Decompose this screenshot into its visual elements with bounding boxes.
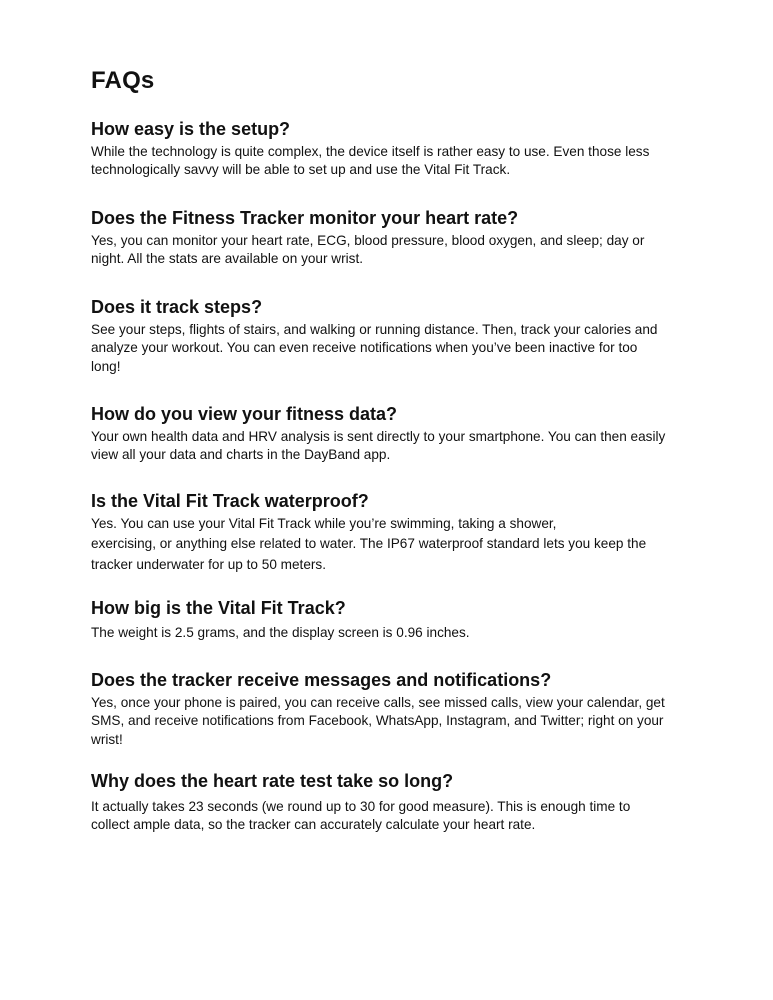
faq-answer (91, 232, 691, 269)
answer-line: wrist! (91, 731, 123, 747)
faq-item-fitness-data (91, 403, 691, 465)
page-title: FAQs (91, 67, 155, 94)
faq-question: Does the Fitness Tracker monitor your heart rate? (91, 208, 519, 228)
answer-line: exercising, or anything else related to water. The IP67 waterproof standard lets you keep the (91, 536, 647, 552)
faq-question: How easy is the setup? (91, 119, 291, 139)
answer-line: SMS, and receive notifications from Facebook, WhatsApp, Instagram, and Twitter; right on your (91, 713, 664, 729)
answer-line: Yes. You can use your Vital Fit Track while you’re swimming, taking a shower, (91, 516, 557, 531)
faq-item-steps (91, 296, 691, 376)
answer-line: view all your data and charts in the DayBand app. (91, 447, 391, 463)
answer-line: night. All the stats are available on your wrist. (91, 251, 364, 267)
faq-question: How do you view your fitness data? (91, 404, 398, 424)
answer-line: It actually takes 23 seconds (we round up to 30 for good measure). This is enough time to (91, 799, 631, 814)
answer-line: See your steps, flights of stairs, and walking or running distance. Then, track your calories and (91, 322, 658, 337)
faq-item-waterproof (91, 490, 691, 574)
answer-line: Yes, once your phone is paired, you can receive calls, see missed calls, view your calendar, get (91, 695, 665, 710)
answer-line: collect ample data, so the tracker can accurately calculate your heart rate. (91, 817, 536, 833)
faq-answer (91, 428, 691, 465)
faq-item-setup (91, 118, 691, 180)
faq-item-heart-rate-test (91, 770, 691, 835)
faq-item-heart-rate (91, 207, 691, 269)
faq-answer (91, 321, 691, 376)
faq-question: How big is the Vital Fit Track? (91, 598, 346, 618)
answer-line: The weight is 2.5 grams, and the display screen is 0.96 inches. (91, 625, 470, 640)
faq-question: Why does the heart rate test take so long? (91, 771, 454, 791)
faq-answer (91, 624, 691, 642)
answer-line: tracker underwater for up to 50 meters. (91, 556, 326, 572)
faq-question: Is the Vital Fit Track waterproof? (91, 491, 369, 511)
faq-answer (91, 798, 691, 835)
faq-question: Does it track steps? (91, 297, 263, 317)
faq-answer (91, 143, 691, 180)
answer-line: analyze your workout. You can even receive notifications when you’ve been inactive for too (91, 340, 638, 356)
answer-line: Your own health data and HRV analysis is sent directly to your smartphone. You can then easily (91, 429, 666, 444)
faq-answer (91, 694, 691, 749)
faq-answer (91, 515, 691, 574)
answer-line: Yes, you can monitor your heart rate, ECG, blood pressure, blood oxygen, and sleep; day or (91, 233, 645, 248)
faq-item-size (91, 597, 691, 642)
answer-line: long! (91, 358, 121, 374)
answer-line: While the technology is quite complex, the device itself is rather easy to use. Even those less (91, 144, 650, 159)
faq-question: Does the tracker receive messages and notifications? (91, 670, 552, 690)
answer-line: technologically savvy will be able to set up and use the Vital Fit Track. (91, 162, 511, 178)
faq-item-notifications (91, 669, 691, 749)
